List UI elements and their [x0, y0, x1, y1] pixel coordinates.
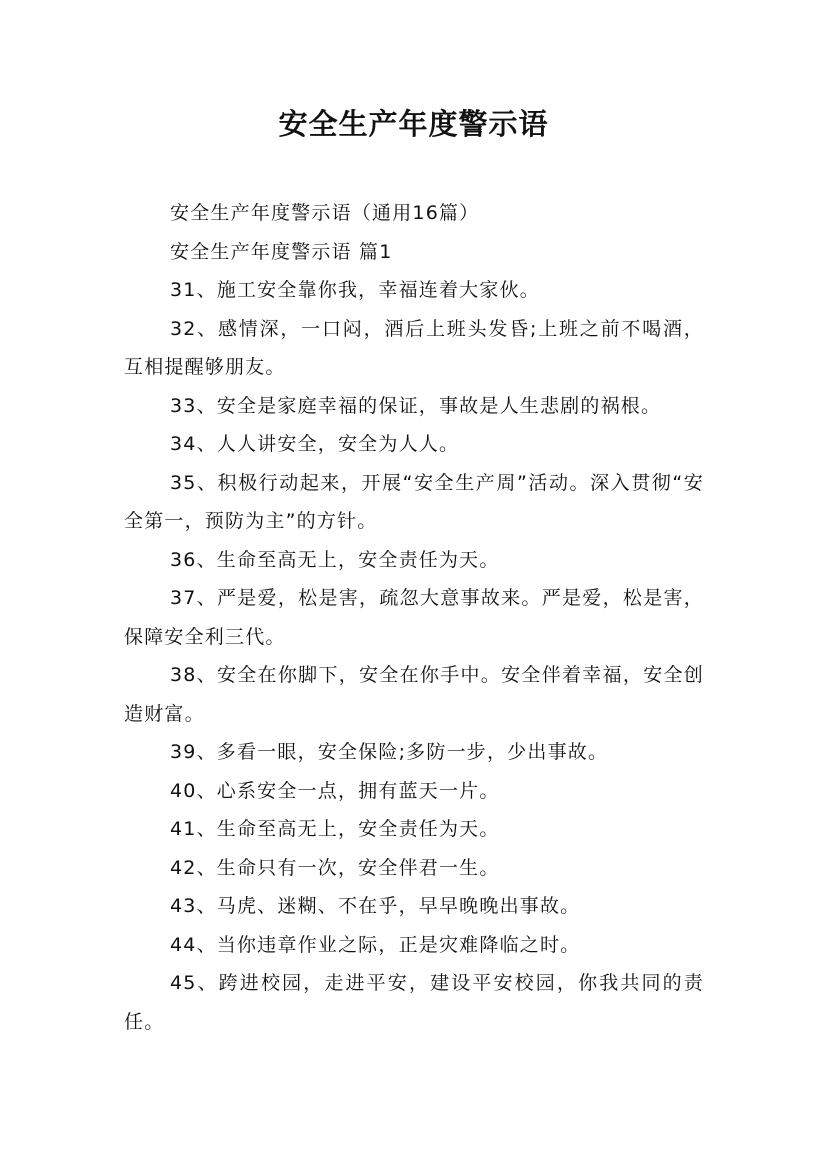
paragraph-subtitle: 安全生产年度警示语（通用16篇） — [170, 202, 480, 224]
paragraph-item-37: 37、严是爱，松是害，疏忽大意事故来。严是爱，松是害，保障安全利三代。 — [124, 587, 704, 648]
paragraph-item-32: 32、感情深，一口闷，酒后上班头发昏;上班之前不喝酒，互相提醒够朋友。 — [124, 317, 704, 378]
paragraph-item-45: 45、跨进校园，走进平安，建设平安校园，你我共同的责任。 — [124, 972, 704, 1033]
paragraph-item-40: 40、心系安全一点，拥有蓝天一片。 — [170, 779, 500, 802]
paragraph-item-41: 41、生命至高无上，安全责任为天。 — [170, 818, 500, 840]
document-body — [124, 194, 704, 1041]
paragraph-item-39: 39、多看一眼，安全保险;多防一步，少出事故。 — [170, 741, 609, 763]
paragraph-item-38: 38、安全在你脚下，安全在你手中。安全伴着幸福，安全创造财富。 — [124, 664, 704, 725]
paragraph-item-31: 31、施工安全靠你我，幸福连着大家伙。 — [170, 279, 540, 301]
paragraph-item-42: 42、生命只有一次，安全伴君一生。 — [170, 856, 500, 879]
paragraph-item-34: 34、人人讲安全，安全为人人。 — [170, 433, 460, 455]
document-title: 安全生产年度警示语 — [278, 107, 549, 141]
paragraph-item-43: 43、马虎、迷糊、不在乎，早早晚晚出事故。 — [170, 895, 581, 917]
paragraph-item-33: 33、安全是家庭幸福的保证，事故是人生悲剧的祸根。 — [170, 394, 662, 417]
paragraph-item-44: 44、当你违章作业之际，正是灾难降临之时。 — [170, 933, 581, 956]
paragraph-section-heading: 安全生产年度警示语 篇1 — [170, 240, 393, 263]
paragraph-item-36: 36、生命至高无上，安全责任为天。 — [170, 548, 500, 571]
paragraph-item-35: 35、积极行动起来，开展“安全生产周”活动。深入贯彻“安全第一，预防为主”的方针。 — [124, 471, 704, 532]
